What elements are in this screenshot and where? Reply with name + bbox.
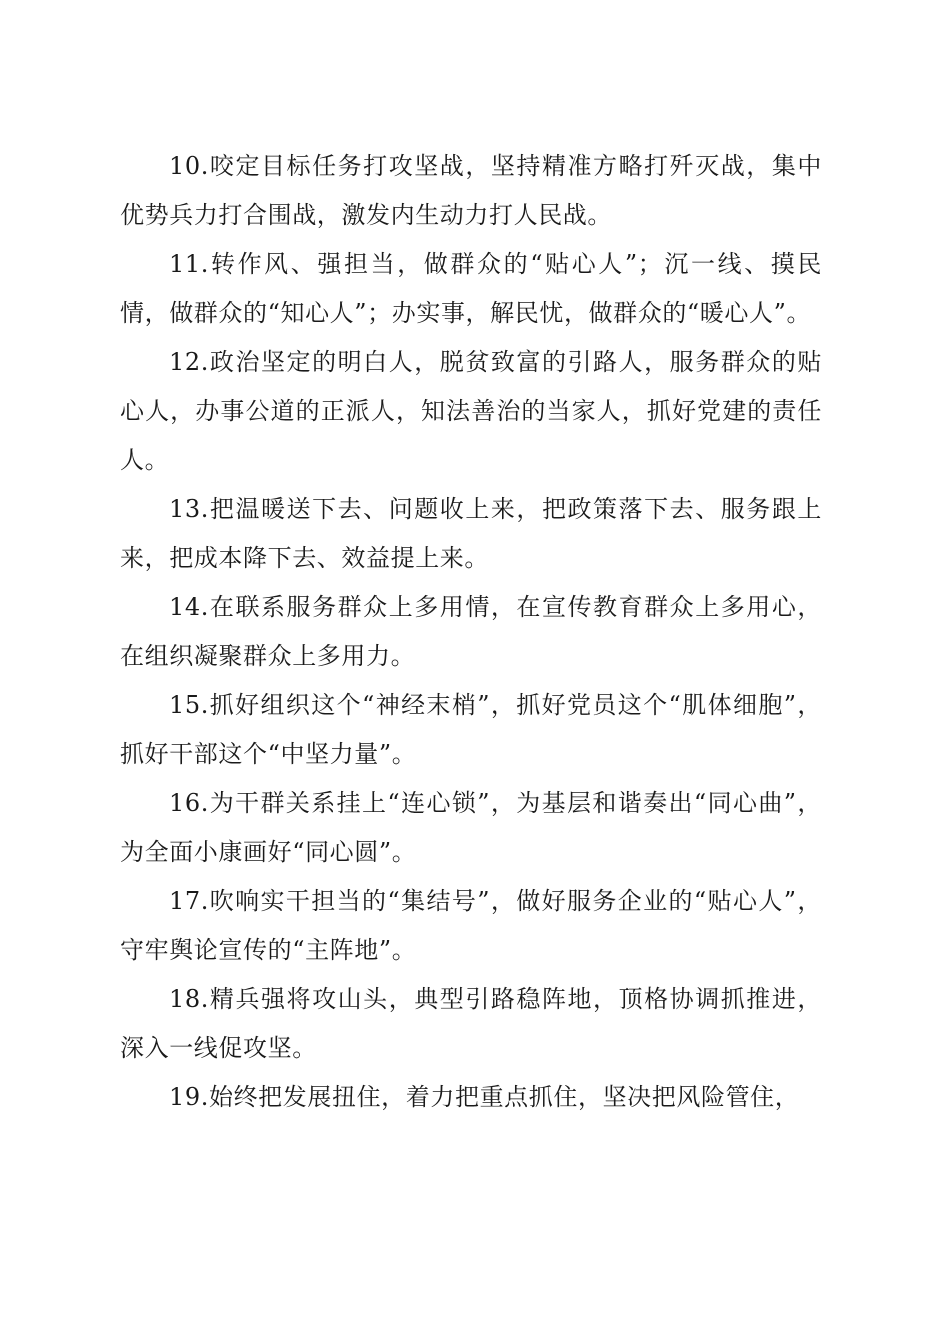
paragraph-16: 16.为干群关系挂上“连心锁”，为基层和谐奏出“同心曲”，为全面小康画好“同心圆”。 [120, 789, 822, 866]
paragraph-19: 19.始终把发展扭住，着力把重点抓住，坚决把风险管住， [169, 1083, 800, 1111]
paragraph-17: 17.吹响实干担当的“集结号”，做好服务企业的“贴心人”，守牢舆论宣传的“主阵地”。 [120, 887, 822, 964]
paragraph-12: 12.政治坚定的明白人，脱贫致富的引路人，服务群众的贴心人，办事公道的正派人，知法善治的当家人，抓好党建的责任人。 [120, 348, 822, 474]
document-body [120, 142, 822, 1122]
paragraph-11: 11.转作风、强担当，做群众的“贴心人”；沉一线、摸民情，做群众的“知心人”；办实事，解民忧，做群众的“暖心人”。 [120, 250, 822, 327]
paragraph-13: 13.把温暖送下去、问题收上来，把政策落下去、服务跟上来，把成本降下去、效益提上来。 [120, 495, 822, 572]
paragraph-15: 15.抓好组织这个“神经末梢”，抓好党员这个“肌体细胞”，抓好干部这个“中坚力量”。 [120, 691, 822, 768]
paragraph-18: 18.精兵强将攻山头，典型引路稳阵地，顶格协调抓推进，深入一线促攻坚。 [120, 985, 822, 1062]
paragraph-10: 10.咬定目标任务打攻坚战，坚持精准方略打歼灭战，集中优势兵力打合围战，激发内生动力打人民战。 [120, 152, 822, 229]
paragraph-14: 14.在联系服务群众上多用情，在宣传教育群众上多用心，在组织凝聚群众上多用力。 [120, 593, 822, 670]
